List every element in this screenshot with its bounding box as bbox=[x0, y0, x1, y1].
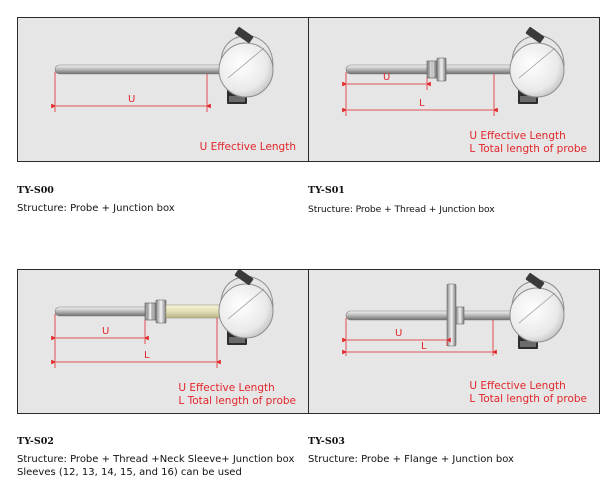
structure-text: Structure: Probe + Flange + Junction box bbox=[308, 454, 514, 465]
dimension-l-label: L bbox=[419, 98, 425, 109]
structure-text: Structure: Probe + Thread +Neck Sleeve+ Junction box bbox=[17, 454, 295, 465]
diagram-panel bbox=[308, 269, 600, 414]
flange bbox=[447, 284, 464, 346]
legend-line: U Effective Length bbox=[469, 380, 566, 392]
dimension-l-label: L bbox=[144, 350, 150, 361]
dimension-u-label: U bbox=[102, 326, 110, 337]
diagram-panel bbox=[17, 17, 309, 162]
model-title: TY-S01 bbox=[308, 185, 345, 196]
legend-line: L Total length of probe bbox=[469, 142, 587, 155]
junction-box bbox=[219, 27, 273, 104]
structure-text: Structure: Probe + Junction box bbox=[17, 203, 175, 214]
legend-line: L Total length of probe bbox=[469, 392, 587, 405]
dimension-l-label: L bbox=[421, 341, 427, 352]
diagram-panel bbox=[308, 17, 600, 162]
junction-box bbox=[510, 273, 564, 349]
junction-box bbox=[510, 27, 564, 104]
probe-rod bbox=[346, 311, 518, 320]
legend-line: L Total length of probe bbox=[178, 394, 296, 407]
note-text: Sleeves (12, 13, 14, 15, and 16) can be used bbox=[17, 467, 242, 478]
thread-fitting bbox=[145, 300, 166, 323]
thread-fitting bbox=[427, 58, 446, 81]
diagram-panel bbox=[17, 269, 309, 414]
legend-line: U Effective Length bbox=[469, 130, 566, 142]
dimension-l bbox=[347, 320, 493, 356]
legend bbox=[469, 380, 587, 405]
structure-text: Structure: Probe + Thread + Junction box bbox=[308, 204, 495, 215]
neck-sleeve bbox=[166, 305, 224, 318]
dimension-u-label: U bbox=[383, 72, 391, 83]
dimension-u-label: U bbox=[128, 94, 136, 105]
dimension-l bbox=[56, 318, 217, 368]
legend bbox=[469, 130, 587, 155]
legend-line: U Effective Length bbox=[199, 141, 296, 153]
model-title: TY-S00 bbox=[17, 185, 54, 196]
model-title: TY-S03 bbox=[308, 436, 345, 447]
dimension-u bbox=[55, 72, 207, 112]
legend bbox=[178, 382, 296, 407]
dimension-u-label: U bbox=[395, 328, 403, 339]
dimension-u bbox=[55, 314, 145, 368]
probe-rod bbox=[55, 65, 227, 74]
junction-box bbox=[219, 270, 273, 345]
legend-line: U Effective Length bbox=[178, 382, 275, 394]
legend bbox=[200, 141, 296, 154]
dimension-l bbox=[347, 74, 494, 116]
model-title: TY-S02 bbox=[17, 436, 54, 447]
